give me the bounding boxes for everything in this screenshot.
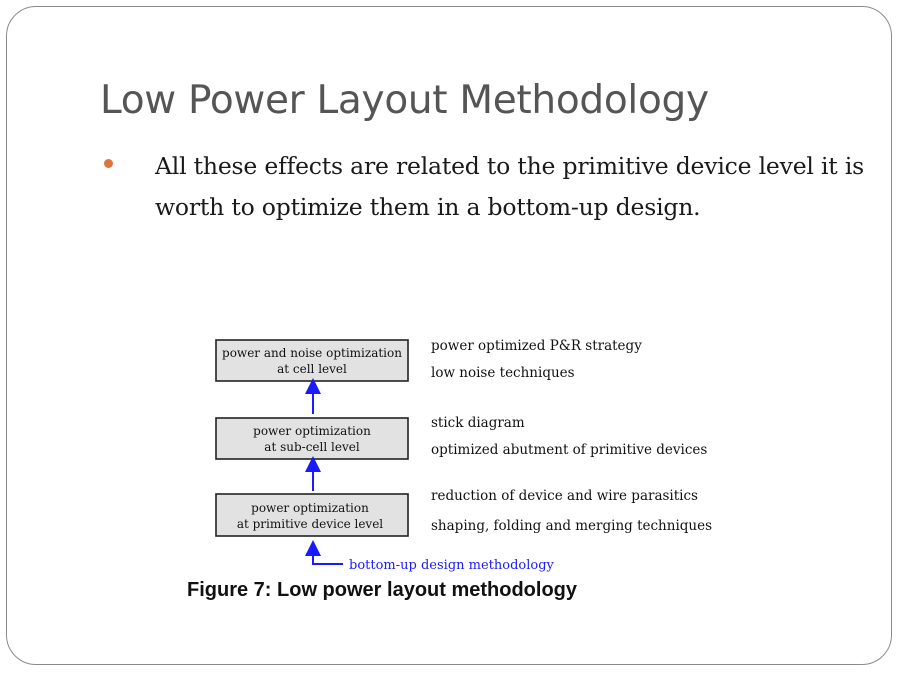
sub-cell-level-box-line2: at sub-cell level <box>264 440 360 454</box>
annotation-cell-2: low noise techniques <box>431 365 575 381</box>
cell-level-box-line1: power and noise optimization <box>222 346 402 360</box>
methodology-label: bottom-up design methodology <box>349 558 554 573</box>
primitive-device-level-box-line1: power optimization <box>251 501 369 515</box>
annotation-cell-1: power optimized P&R strategy <box>431 338 642 354</box>
figure-caption: Figure 7: Low power layout methodology <box>187 579 578 601</box>
primitive-device-level-box-line2: at primitive device level <box>236 517 384 531</box>
annotation-primitive-2: shaping, folding and merging techniques <box>431 518 713 534</box>
bottom-up-arrow-icon <box>313 548 343 564</box>
annotation-sub-cell-2: optimized abutment of primitive devices <box>431 442 708 458</box>
annotation-sub-cell-1: stick diagram <box>431 415 525 431</box>
slide-title: Low Power Layout Methodology <box>100 78 709 123</box>
sub-cell-level-box-line1: power optimization <box>253 424 371 438</box>
bullet-text: All these effects are related to the primitive device level it is worth to optimize them in a bottom-up design. <box>155 152 864 221</box>
cell-level-box-line2: at cell level <box>277 362 347 376</box>
annotation-primitive-1: reduction of device and wire parasitics <box>431 488 698 504</box>
